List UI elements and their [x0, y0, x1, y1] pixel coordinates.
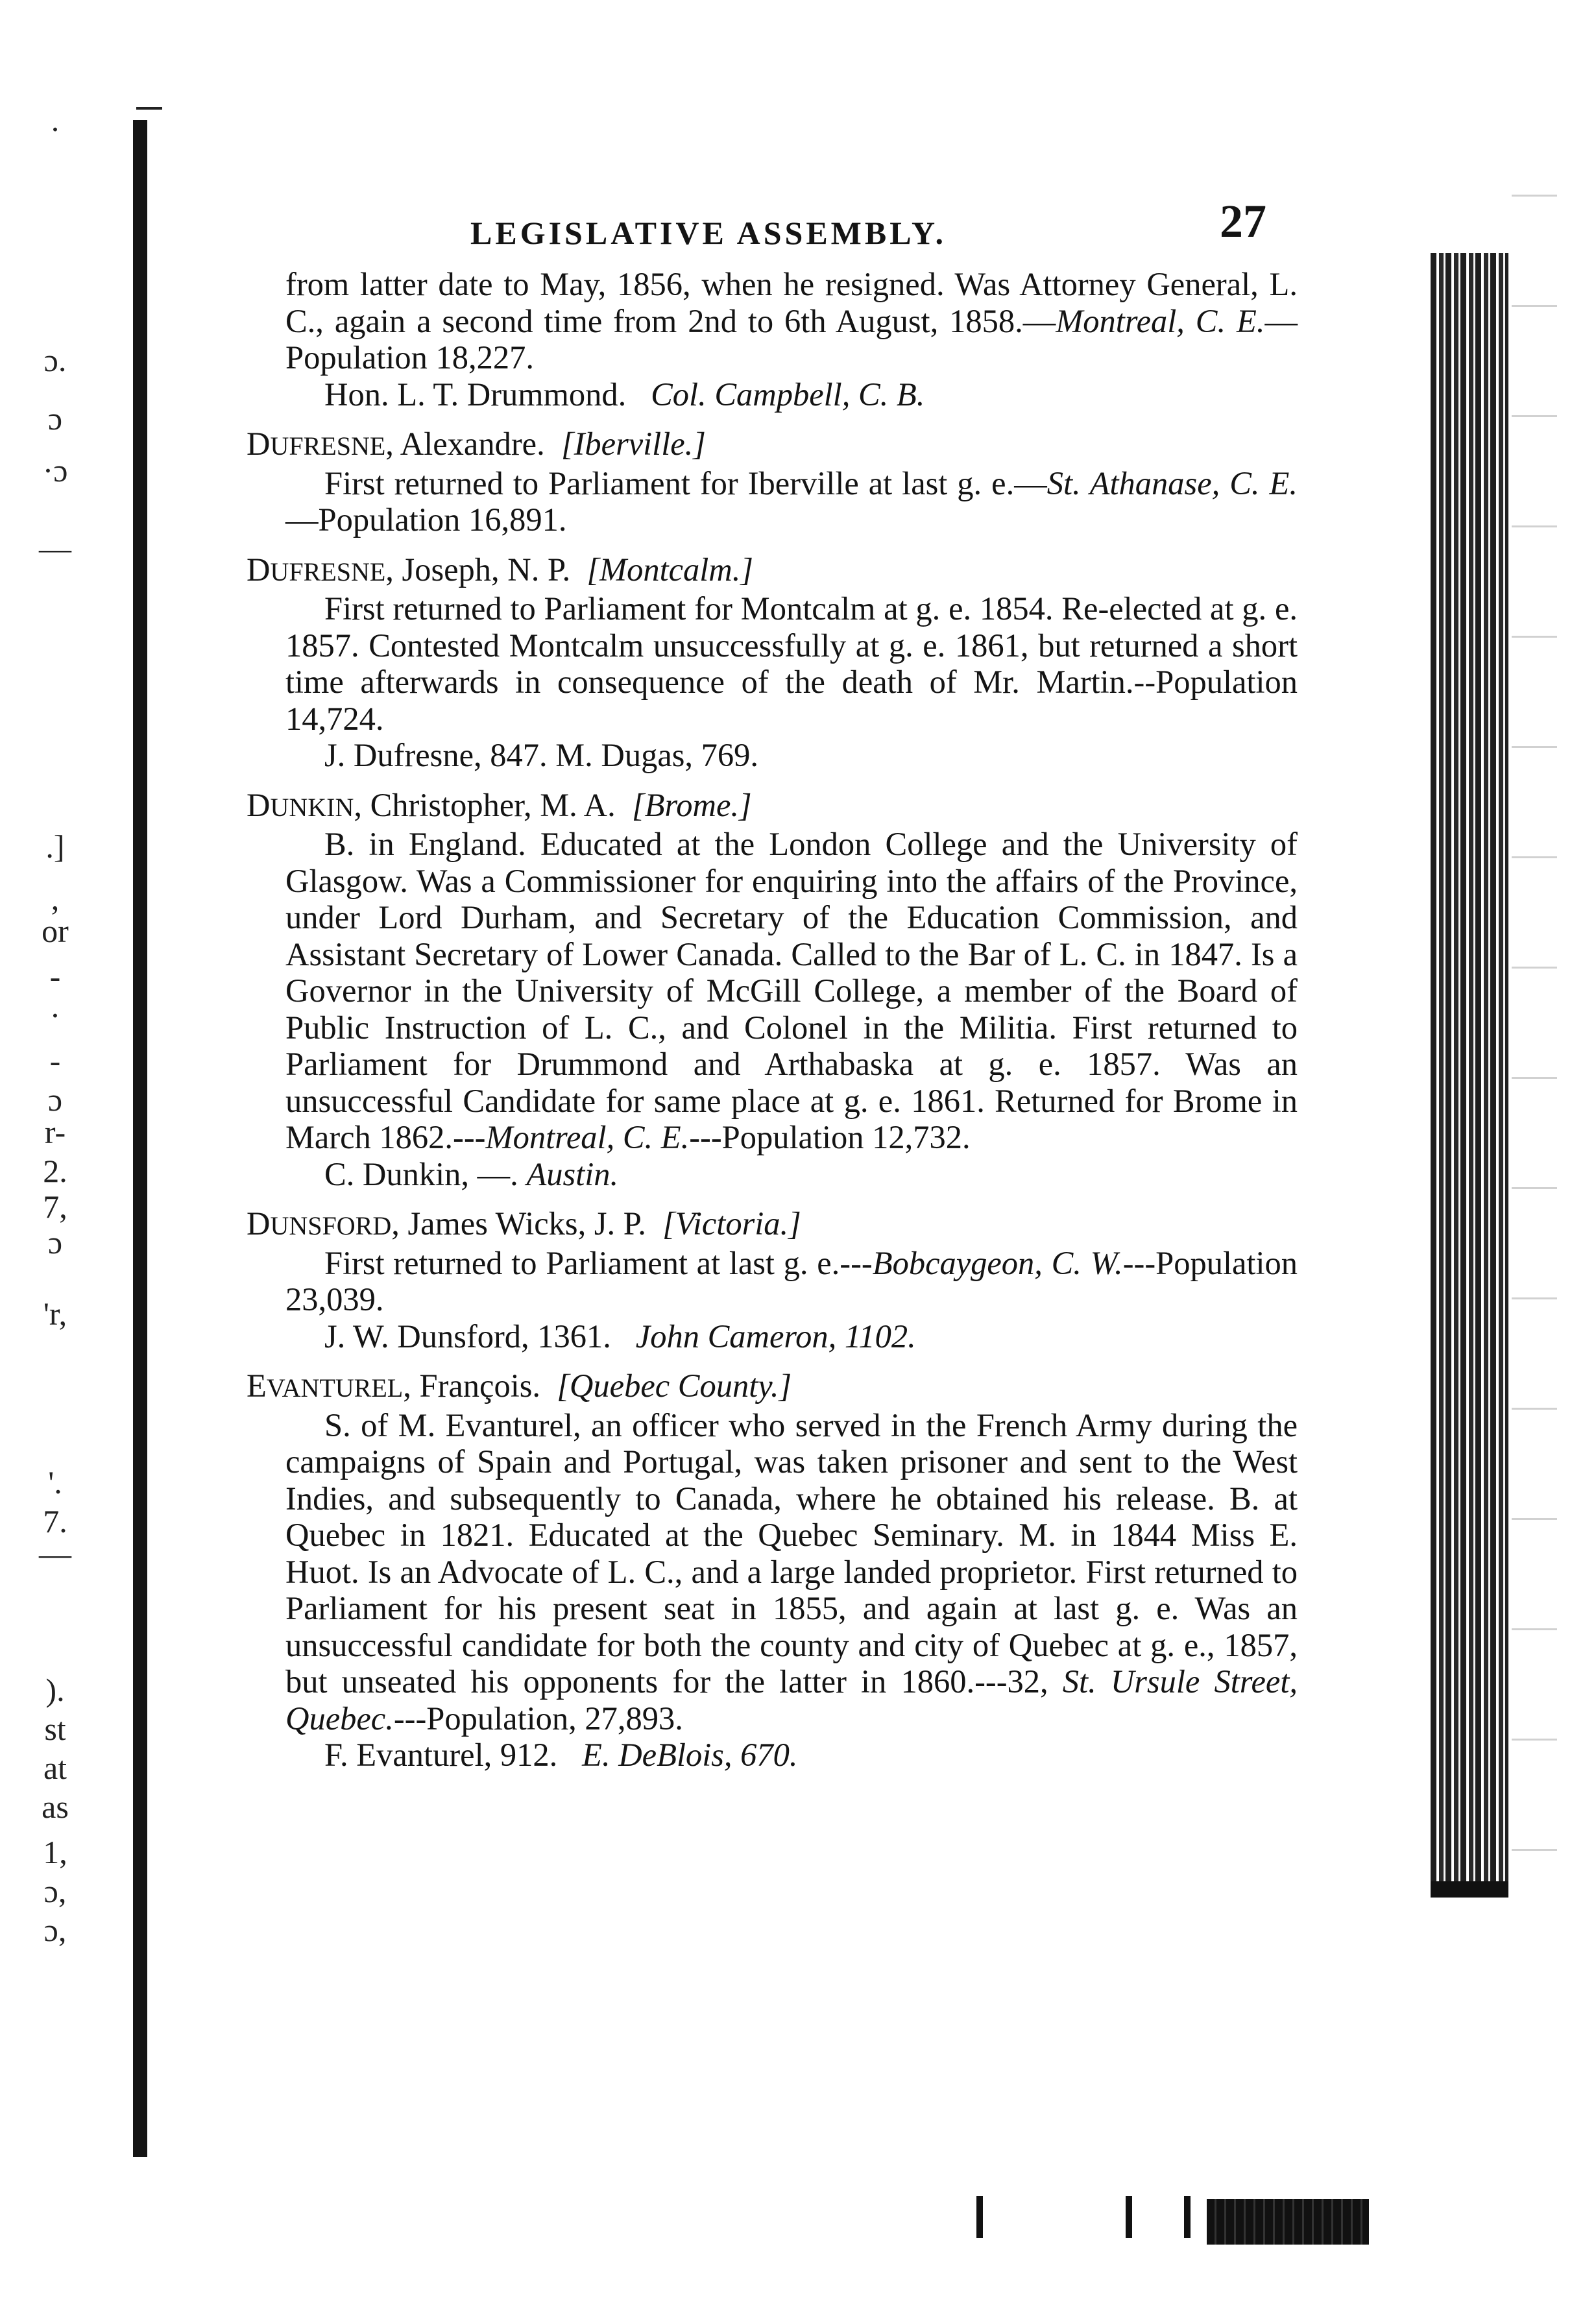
constituency: [Iberville.]: [561, 426, 706, 462]
page-number: 27: [1220, 195, 1266, 247]
entry-text: First returned to Parliament for Iberville at last g. e.—: [324, 464, 1047, 501]
margin-fragment: -: [49, 958, 61, 994]
margin-fragment: —: [39, 530, 71, 566]
margin-fragment: ɔ: [47, 1224, 63, 1260]
entry-heading: [247, 551, 1298, 591]
member-given-name: , Joseph, N. P.: [385, 551, 571, 588]
margin-fragment: as: [42, 1789, 69, 1825]
member-surname: DUFRESNE: [247, 551, 386, 588]
margin-fragment: ɔ: [47, 400, 63, 437]
next-page-edge-bottom: [1431, 1881, 1508, 1898]
margin-fragment: .: [51, 102, 60, 138]
entry-heading: [247, 1368, 1298, 1407]
margin-fragment: ,: [51, 880, 60, 917]
entry-residence: St. Ursule Street, Quebec.: [285, 1663, 1298, 1737]
margin-fragment: —: [39, 1536, 71, 1572]
entry-population: —Population 18,227.: [285, 302, 1298, 376]
member-surname: DUNKIN: [247, 786, 354, 823]
margin-fragment: ).: [45, 1672, 65, 1708]
page-body: [247, 266, 1298, 1774]
margin-fragment: r-: [44, 1114, 66, 1150]
election-result: [247, 1737, 1298, 1774]
entry-text: First returned to Parliament at last g. e.---: [324, 1244, 873, 1281]
member-given-name: , François.: [403, 1368, 541, 1404]
margin-fragment: or: [42, 913, 69, 949]
margin-fragment: at: [43, 1750, 67, 1786]
entry-text: S. of M. Evanturel, an officer who served in the French Army during the campaigns of Spain and Portugal, was taken prisoner and sent to the West Indies, and subsequently to Canada, where he obtained his release. B. at Quebec in 1821. Educated at the Quebec Seminary. M. in 1844 Miss E. Huot. Is an Advocate of L. C., and a large landed proprietor. First returned to Parliament for his present seat in 1855, and again at last g. e. Was an unsuccessful candidate for both the county and city of Quebec at g. e., 1857, but unseated his opponents for the latter in 1860.---32,: [285, 1406, 1298, 1700]
member-surname: DUNSFORD: [247, 1205, 392, 1242]
facing-page-margin: [13, 65, 97, 2141]
entry-residence: Bobcaygeon, C. W.: [872, 1244, 1123, 1281]
entry-text: from latter date to May, 1856, when he resigned. Was Attorney General, L. C., again a second time from 2nd to 6th August, 1858.—: [285, 266, 1298, 339]
entry-continuation: [247, 266, 1298, 413]
winner-votes: J. Dufresne, 847. M. Dugas, 769.: [324, 737, 759, 773]
scan-mark: [1126, 2196, 1132, 2238]
page-header: [247, 195, 1298, 266]
margin-fragment: -: [49, 1043, 61, 1079]
winner-votes: J. W. Dunsford, 1361.: [324, 1318, 611, 1355]
scan-block: [1207, 2199, 1369, 2245]
election-result: [247, 737, 1298, 774]
constituency: [Quebec County.]: [557, 1368, 792, 1404]
scan-mark: [976, 2196, 983, 2238]
entry-biography: [247, 826, 1298, 1156]
scan-edge-tick: [136, 107, 162, 110]
entry-biography: [247, 465, 1298, 538]
margin-fragment: ɔ.: [43, 342, 67, 378]
election-result: [247, 1318, 1298, 1355]
running-head: LEGISLATIVE ASSEMBLY.: [470, 215, 947, 251]
member-given-name: , James Wicks, J. P.: [391, 1205, 646, 1242]
entry-heading: [247, 1205, 1298, 1245]
entry-biography: [247, 590, 1298, 737]
member-given-name: , Alexandre.: [385, 426, 545, 462]
margin-fragment: ɔ,: [43, 1873, 67, 1909]
margin-fragment: ·: [49, 997, 61, 1033]
member-entry: [247, 426, 1298, 538]
margin-fragment: ɔ,: [43, 1912, 67, 1948]
winner-votes: Hon. L. T. Drummond.: [324, 376, 627, 413]
margin-fragment: ɔ: [47, 1081, 63, 1118]
margin-fragment: ·ɔ: [42, 452, 68, 488]
book-spine-shadow: [133, 120, 147, 2157]
opponent-votes: E. DeBlois, 670.: [582, 1737, 798, 1773]
entry-biography: [247, 1407, 1298, 1737]
margin-fragment: 1,: [43, 1834, 67, 1870]
member-entry: [247, 787, 1298, 1193]
member-entry: [247, 551, 1298, 774]
entry-population: ---Population, 27,893.: [393, 1700, 683, 1737]
margin-fragment: .]: [45, 828, 65, 865]
scan-mark: [1184, 2196, 1191, 2238]
entry-residence: St. Athanase, C. E.: [1046, 464, 1298, 501]
book-page: [247, 195, 1298, 1787]
constituency: [Brome.]: [632, 786, 752, 823]
election-result: [247, 376, 1298, 413]
entry-population: ---Population 12,732.: [689, 1119, 971, 1155]
winner-votes: F. Evanturel, 912.: [324, 1737, 558, 1773]
margin-fragment: 7.: [43, 1503, 67, 1539]
member-surname: DUFRESNE: [247, 426, 386, 462]
entry-heading: [247, 426, 1298, 465]
member-surname: EVANTUREL: [247, 1368, 404, 1404]
winner-votes: C. Dunkin, —.: [324, 1155, 518, 1192]
entry-population: ---Population 23,039.: [285, 1244, 1298, 1318]
margin-fragment: 'r,: [43, 1296, 67, 1332]
entry-heading: [247, 787, 1298, 826]
entry-text: First returned to Parliament for Montcalm at g. e. 1854. Re-elected at g. e. 1857. Contested Montcalm unsuccessfully at g. e. 1861, but returned a short time afterwards in consequence of the death of Mr. Martin.--Population 14,724.: [285, 590, 1298, 737]
member-entry: [247, 1205, 1298, 1355]
next-page-edge: [1431, 253, 1508, 1894]
member-given-name: , Christopher, M. A.: [354, 786, 616, 823]
margin-fragment: 7,: [43, 1188, 67, 1225]
entry-residence: Montreal, C. E.: [485, 1119, 690, 1155]
entry-text: B. in England. Educated at the London College and the University of Glasgow. Was a Commissioner for enquiring into the affairs of the Province, under Lord Durham, and Secretary of the Education Commission, and Assistant Secretary of Lower Canada. Called to the Bar of L. C. in 1847. Is a Governor in the University of McGill College, a member of the Board of Public Instruction of L. C., and Colonel in the Militia. First returned to Parliament for Drummond and Arthabaska at g. e. 1857. Was an unsuccessful Candidate for same place at g. e. 1861. Returned for Brome in March 1862.---: [285, 826, 1298, 1155]
margin-fragment: '.: [48, 1464, 62, 1500]
margin-fragment: 2.: [43, 1153, 67, 1189]
constituency: [Montcalm.]: [586, 551, 754, 588]
entry-residence: Montreal, C. E.: [1056, 302, 1265, 339]
opponent-votes: Col. Campbell, C. B.: [651, 376, 925, 413]
entry-biography: [247, 1245, 1298, 1318]
entry-population: —Population 16,891.: [285, 501, 567, 538]
opponent-votes: Austin.: [526, 1155, 619, 1192]
scan-noise: [1512, 156, 1557, 1907]
election-result: [247, 1156, 1298, 1193]
margin-fragment: st: [44, 1711, 66, 1747]
member-entry: [247, 1368, 1298, 1774]
opponent-votes: John Cameron, 1102.: [635, 1318, 916, 1355]
constituency: [Victoria.]: [662, 1205, 801, 1242]
